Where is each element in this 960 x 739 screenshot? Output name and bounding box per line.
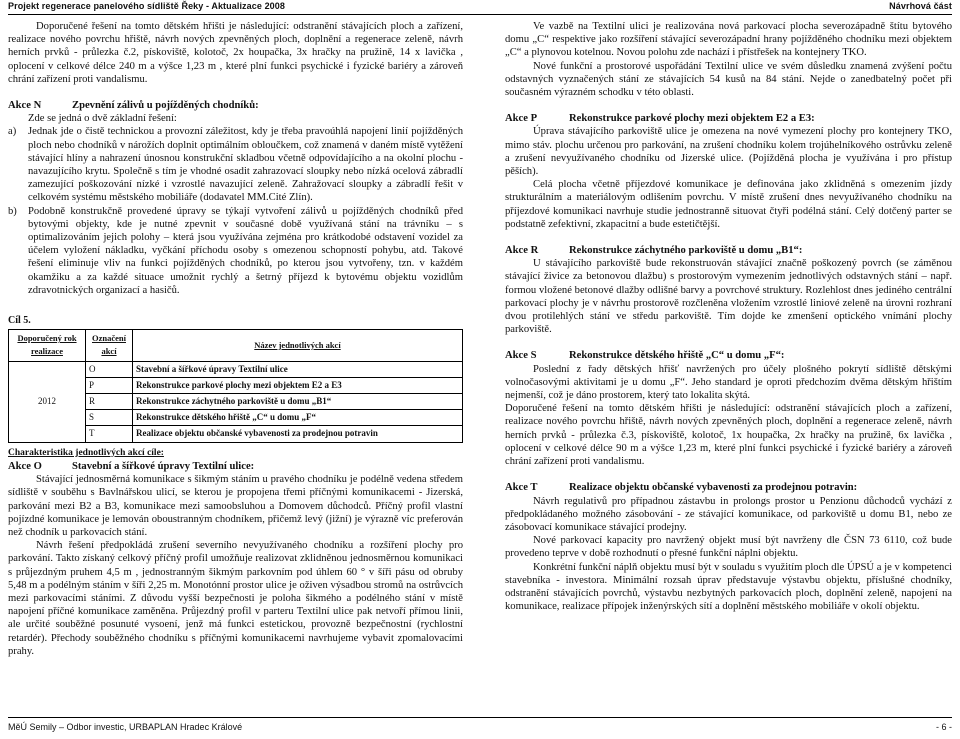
akce-t-paragraph-1: Návrh regulativů pro případnou zástavbu in prolongs prostor u Penzionu důchodců vychází z předpokládaného možného zásobování - ze stávající komunikace, od parkoviště u domu B1, nebo ze zásobovací komunikace stávající prodejny. — [505, 495, 952, 533]
akce-r-title: Rekonstrukce záchytného parkoviště u domu „B1“: — [569, 245, 803, 257]
akce-t-paragraph-2: Nové parkovací kapacity pro navržený objekt musí být navrženy dle ČSN 73 6110, což bude provedeno teprve v době rozhodnutí o přesné funkční náplni objektu. — [505, 535, 952, 560]
characteristics-heading: Charakteristika jednotlivých akcí cíle: — [8, 447, 164, 458]
right-column — [505, 20, 952, 613]
table-cell-name: Rekonstrukce dětského hřiště „C“ u domu „F“ — [133, 410, 463, 426]
akce-n-title: Zpevnění zálivů u pojížděných chodníků: — [72, 100, 259, 112]
left-column — [8, 20, 463, 658]
table-cell-code: O — [86, 361, 133, 377]
goal-heading: Cíl 5. — [8, 315, 31, 327]
table-cell-name: Stavební a šířkové úpravy Textilní ulice — [133, 361, 463, 377]
akce-p-title: Rekonstrukce parkové plochy mezi objektem E2 a E3: — [569, 113, 815, 125]
akce-s-code: Akce S — [505, 350, 537, 362]
actions-table — [8, 329, 463, 442]
table-cell-name: Realizace objektu občanské vybavenosti za prodejnou potravin — [133, 426, 463, 442]
right-paragraph-1: Ve vazbě na Textilní ulici je realizována nová parkovací plocha severozápadně štítu bytového domu „C“ respektive jako rozšíření stávající severozápadní hrany pojížděného chodníku mezi objektem „C“ a plynovou kotelnou. Novou polohu zde nachází i přístřešek na kontejnery TKO. — [505, 21, 952, 59]
table-cell-name: Rekonstrukce záchytného parkoviště u domu „B1“ — [133, 394, 463, 410]
akce-t-code: Akce T — [505, 482, 538, 494]
akce-o-code: Akce O — [8, 460, 42, 472]
table-cell-code: S — [86, 410, 133, 426]
table-header-year: Doporučený rok realizace — [9, 330, 86, 361]
akce-o-heading — [8, 460, 463, 473]
table-row — [9, 361, 463, 377]
akce-n-heading — [8, 99, 463, 112]
akce-n-item-b — [8, 205, 463, 297]
akce-s-title: Rekonstrukce dětského hřiště „C“ u domu „F“: — [569, 350, 785, 362]
table-cell-code: T — [86, 426, 133, 442]
page-footer — [8, 717, 952, 736]
akce-s-paragraph-1: Poslední z řady dětských hřišť navržených pro účely plošného pokrytí sídliště dětskými volnočasovými aktivitami je u domu „F“. Jeho standard je oproti předchozím dvěma dětským hřištím nejmenší, což je dáno prostorem, který tato lokalita skýtá. — [505, 363, 952, 402]
header-section: Návrhová část — [889, 1, 952, 11]
akce-n-item-a — [8, 125, 463, 204]
akce-p-code: Akce P — [505, 113, 538, 125]
akce-r-paragraph-1: U stávajícího parkoviště bude rekonstruován stávající značně poškozený povrch (se záměnou stávající živice za betonovou dlažbu) s prostorovým vymezením jednotlivých odstavných stání – např. formou vložené betonové dlažby odlišné barvy a povrchové struktury. Rozlehlost dnes jediného centrální parkovací plochy je v návrhu prostorově rozčleněna vložením vzrostlé liniové zeleně na úrovni rozhraní dvou protilehlých stání ve středu parkoviště. Tím dojde ke zmenšení optického vnímání plochy parkoviště. — [505, 258, 952, 336]
item-b-text: Podobně konstrukčně provedené úpravy se týkají vytvoření zálivů u pojížděných chodníků před bytovými objekty, kde je nutné zpevnit v současné době využívaná stání na trávníku – s optimalizováním jejich polohy – která jsou využívána zejména pro krátkodobé odstavení vozidel za účelem vyložení nákladku, vyčkání příchodu osoby s omezenou schopností pohybu, atd. Takové řešení eliminuje vliv na funkci pojížděných chodníků, po kterou jsou vytvořeny, tzn. v každém okamžiku a za každé situace umožnit rychlý a šetrný příjezd k bytovému objektu vozidlům zdravotnických organizací a hasičů. — [28, 205, 463, 296]
akce-o-title: Stavební a šířkové úpravy Textilní ulice: — [72, 460, 255, 472]
header-title: Projekt regenerace panelového sídliště Řeky - Aktualizace 2008 — [8, 1, 285, 11]
akce-p-paragraph-2: Celá plocha včetně příjezdové komunikace je definována jako zklidněná s omezením jízdy strukturálním a materiálovým odlišením povrchu. V místě zrušení dnes nevyužívaného chodníku na příjezdové komunikaci navrhuje studie jednostranně situovat čtyři podélná stání. Celý dotčený parter se podstatně zefektivní, zkapacitní a bude estetičtější. — [505, 179, 952, 230]
table-cell-year: 2012 — [9, 361, 86, 442]
akce-r-heading — [505, 244, 952, 257]
item-a-text: Jednak jde o čistě technickou a provozní záležitost, kdy je třeba pravoúhlá napojení linií pojížděných ploch nebo chodníků v nárožích doplnit optimálním obloučkem, což znamená v daném místě vytěžení stávající hlíny a nahrazení únosnou konstrukční skladbou včetně odpovídajícího a na okolní plochu - navazujícího krytu. Společně s tím je vhodné osadit zahrazovací sloupky nebo nízká ocelová zábradlí zamezující poškozování nízké i vzrostlé navazující zeleně. Zahražovací sloupky a zábradlí řešit v celkovém systému městského mobiliáře (dodavatel MM.Cité Zlín). — [28, 126, 463, 204]
akce-n-lead: Zde se jedná o dvě základní řešení: — [28, 113, 177, 125]
table-cell-name: Rekonstrukce parkové plochy mezi objektem E2 a E3 — [133, 377, 463, 393]
akce-n-code: Akce N — [8, 100, 42, 112]
akce-s-heading — [505, 349, 952, 362]
akce-p-paragraph-1: Úprava stávajícího parkoviště ulice je omezena na nové vymezení plochy pro kontejnery TKO, mimo stáv. plochu určenou pro parkování, na zrušení chodníku kolem trojúhelníkového ostrůvku zeleně a zrušení nevyužívaného chodníku od Jizerské ulice. (Pojížděná plocha je využívána i pro přístup pěších). — [505, 126, 952, 178]
akce-t-title: Realizace objektu občanské vybavenosti za prodejnou potravin: — [569, 482, 858, 494]
item-b-label: b) — [8, 205, 17, 217]
table-cell-code: R — [86, 394, 133, 410]
akce-r-code: Akce R — [505, 245, 539, 257]
right-paragraph-2: Nové funkční a prostorové uspořádání Textilní ulice ve svém důsledku znamená zvýšení počtu odstavných vyznačených stání ze stávajících 54 kusů na 84 stání. Nejde o zanedbatelný počet při současném výrazném schodku v této oblasti. — [505, 60, 952, 99]
page-number: - 6 - — [935, 722, 952, 732]
akce-p-heading — [505, 112, 952, 125]
akce-o-paragraph-1: Stávající jednosměrná komunikace s šikmým stáním u pravého chodníku je podélně vedena středem sídliště v souběhu s Bavlnářskou ulicí, se kterou je propojena třemi příčnými komunikacemi - Jizerská, parkování mezi B2 a B3, komunikace mezi samoobsluhou a Domovem důchodců. Příčný profil vlastní pojízdné komunikace je lemován oboustranným chodníkem, přičemž levý (jižní) je výrazně víc preferován než chodník u parkovacích stání. — [8, 474, 463, 538]
intro-paragraph: Doporučené řešení na tomto dětském hřišti je následující: odstranění stávajících ploch a zařízení, realizace nového povrchu hřiště, návrh nových zpevněných ploch, doplnění a regenerace zeleně, návrh herních prvků - průlezka č.2, pískoviště, kolotoč, 2x houpačka, 3x hračky na pružině, 14 x lavička , oplocení v celkové délce 240 m a výšce 1,23 m , které plní funkci psychické i fyzické bariéry a zároveň chrání zařízení proti vandalismu. — [8, 21, 463, 85]
table-header-code: Označení akcí — [86, 330, 133, 361]
akce-s-paragraph-2: Doporučené řešení na tomto dětském hřišti je následující: odstranění stávajících ploch a zařízení, realizace nového povrchu hřiště, návrh nových zpevněných ploch, doplnění a regenerace zeleně, návrh herních prvků - průlezka č.3, pískoviště, kolotoč, 1x houpačka, 2x hračky na pružině, 6x lavička , oplocení v celkové délce 90 m a výšce 1,23 m, které plní funkci psychické i fyzické bariéry a zároveň chrání zařízení proti vandalismu. — [505, 403, 952, 468]
akce-o-paragraph-2: Návrh řešení předpokládá zrušení severního nevyužívaného chodníku a rozšíření plochy pro parkování. Takto získaný celkový příčný profil umožňuje realizovat zklidněnou jednosměrnou komunikaci s průjezdným pruhem 4,5 m , jednostranným šikmým parkovním pod úhlem 60 ° v šíři pásu od obruby 5,48 m a podélným stáním v šíři 2,25 m. Monotónní prostor ulice je oživen výsadbou stromů na ostrůvcích mezi parkovacími stáními. Z důvodu vyšší bezpečnosti je poloha šikmého a podélného stání v místě napojení příčné komunikace zaměněna. Průjezdný profil v parteru Textilní ulice pak netvoří přímou linii, ale určité souběžné posunuté vysoení, jenž má funkci estetickou, provozně bezpečnostní (rychlostní retardér). Přechody souběžného chodníku s příčnými komunikacemi navrhujeme vybavit zpomalovacími prahy. — [8, 540, 463, 657]
item-a-label: a) — [8, 126, 17, 138]
akce-t-heading — [505, 481, 952, 494]
table-header-name: Název jednotlivých akcí — [133, 330, 463, 361]
page-header — [8, 0, 952, 15]
table-cell-code: P — [86, 377, 133, 393]
footer-author: MěÚ Semily – Odbor investic, URBAPLAN Hradec Králové — [8, 722, 243, 732]
akce-t-paragraph-3: Konkrétní funkční náplň objektu musí být v souladu s využitím ploch dle ÚPSÚ a je v kompetenci stavebníka - investora. Minimální rozsah úprav představuje výstavbu objektu, příslušné chodníky, odstranění stávajících povrchů, výstavbu nezbytných parkovacích ploch, doplnění zeleně, napojení na komunikace, realizace přípojek inženýrských sítí a doplnění městského mobiliáře v okolí objektu. — [505, 561, 952, 613]
table-header-row — [9, 330, 463, 361]
